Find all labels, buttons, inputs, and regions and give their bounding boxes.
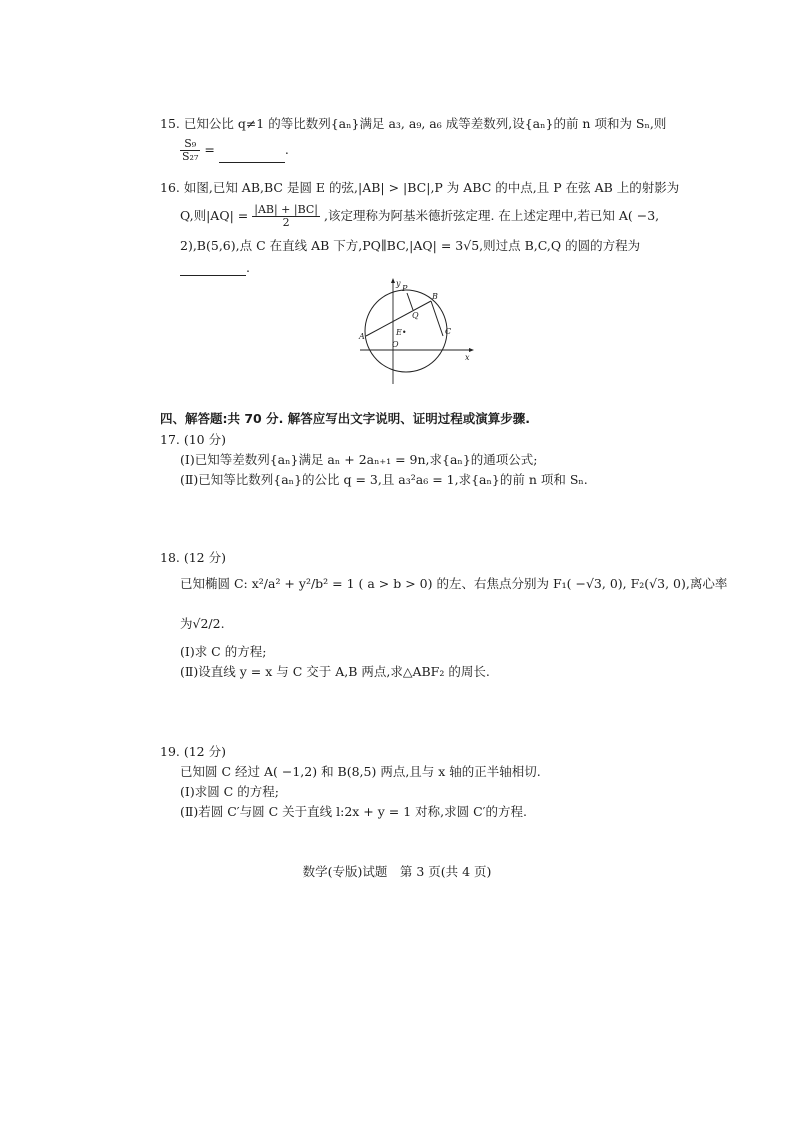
label-y: y xyxy=(396,279,401,288)
q19-header-text: 19. (12 分) xyxy=(160,744,226,759)
q16-line2 xyxy=(180,204,659,229)
q19-line1-text: 已知圆 C 经过 A( −1,2) 和 B(8,5) 两点,且与 x 轴的正半轴相切. xyxy=(180,764,541,779)
q15-equals: = xyxy=(204,142,215,157)
q17-header xyxy=(160,432,226,448)
q15-statement: 15. 已知公比 q≠1 的等比数列{aₙ}满足 a₃, a₉, a₆ 成等差数列,设{aₙ}的前 n 项和为 Sₙ,则 xyxy=(160,116,667,131)
q15-period: . xyxy=(284,142,289,157)
q18-part2 xyxy=(180,664,490,680)
q19-part1-text: (Ⅰ)求圆 C 的方程; xyxy=(180,784,279,799)
q18-line1 xyxy=(180,576,727,592)
chord-bc xyxy=(431,301,443,336)
segment-pq xyxy=(407,293,413,310)
q15-fraction xyxy=(180,138,200,163)
label-x: x xyxy=(465,353,470,362)
q18-line2-text: 为√2/2. xyxy=(180,616,225,631)
section4-title xyxy=(160,411,530,427)
q19-part1 xyxy=(180,784,279,800)
x-axis-arrow xyxy=(469,348,474,352)
q16-answer-blank xyxy=(180,263,246,276)
q18-line1-text: 已知椭圆 C: x²/a² + y²/b² = 1 ( a > b > 0) 的左、右焦点分别为 F₁( −√3, 0), F₂(√3, 0),离心率 xyxy=(180,576,728,591)
q16-line3 xyxy=(180,238,640,254)
q19-part2-text: (Ⅱ)若圆 C′与圆 C 关于直线 l:2x + y = 1 对称,求圆 C′的方程. xyxy=(180,804,527,819)
q17-part2-text: (Ⅱ)已知等比数列{aₙ}的公比 q = 3,且 a₃²a₆ = 1,求{aₙ}的前 n 项和 Sₙ. xyxy=(180,472,588,487)
q16-period: . xyxy=(246,260,250,275)
q16-line1-text: 16. 如图,已知 AB,BC 是圆 E 的弦,|AB| > |BC|,P 为 ABC 的中点,且 P 在弦 AB 上的射影为 xyxy=(160,180,680,195)
label-e: E• xyxy=(396,328,407,337)
q17-part2 xyxy=(180,472,588,488)
q18-part1 xyxy=(180,644,266,660)
q16-line4 xyxy=(180,260,250,276)
q19-header xyxy=(160,744,226,760)
q18-line2 xyxy=(180,616,225,632)
q16-line2-pre: Q,则|AQ| = xyxy=(180,208,249,223)
q17-part1 xyxy=(180,452,538,468)
q17-part1-text: (Ⅰ)已知等差数列{aₙ}满足 aₙ + 2aₙ₊₁ = 9n,求{aₙ}的通项公式; xyxy=(180,452,538,467)
q16-line1 xyxy=(160,180,679,196)
label-p: P xyxy=(402,284,408,293)
q16-line3-text: 2),B(5,6),点 C 在直线 AB 下方,PQ∥BC,|AQ| = 3√5,则过点 B,C,Q 的圆的方程为 xyxy=(180,238,641,253)
q15-answer-blank xyxy=(219,150,285,163)
q18-part2-text: (Ⅱ)设直线 y = x 与 C 交于 A,B 两点,求△ABF₂ 的周长. xyxy=(180,664,490,679)
section4-title-text: 四、解答题:共 70 分. 解答应写出文字说明、证明过程或演算步骤. xyxy=(160,411,530,426)
q16-frac-den: 2 xyxy=(282,216,290,229)
q16-frac-num: |AB| + |BC| xyxy=(254,203,318,216)
q16-line2-post: ,该定理称为阿基米德折弦定理. 在上述定理中,若已知 A( −3, xyxy=(323,208,660,223)
q15-text xyxy=(160,116,666,132)
q16-circle-figure xyxy=(350,276,480,388)
label-o: O xyxy=(392,340,399,349)
q15-answer-line xyxy=(180,138,289,163)
q18-header xyxy=(160,550,226,566)
page-footer-text: 数学(专版)试题 第 3 页(共 4 页) xyxy=(302,864,492,879)
page-footer xyxy=(0,862,794,880)
label-a: A xyxy=(359,332,365,341)
label-c: C xyxy=(445,327,452,336)
q18-part1-text: (Ⅰ)求 C 的方程; xyxy=(180,644,267,659)
q15-frac-num: S₉ xyxy=(180,138,200,151)
label-b: B xyxy=(432,292,438,301)
q19-line1 xyxy=(180,764,541,780)
q15-frac-den: S₂₇ xyxy=(182,150,199,163)
q16-fraction xyxy=(252,204,320,229)
label-q: Q xyxy=(412,311,419,320)
q17-header-text: 17. (10 分) xyxy=(160,432,226,447)
q18-header-text: 18. (12 分) xyxy=(160,550,226,565)
y-axis-arrow xyxy=(391,278,395,283)
q19-part2 xyxy=(180,804,527,820)
